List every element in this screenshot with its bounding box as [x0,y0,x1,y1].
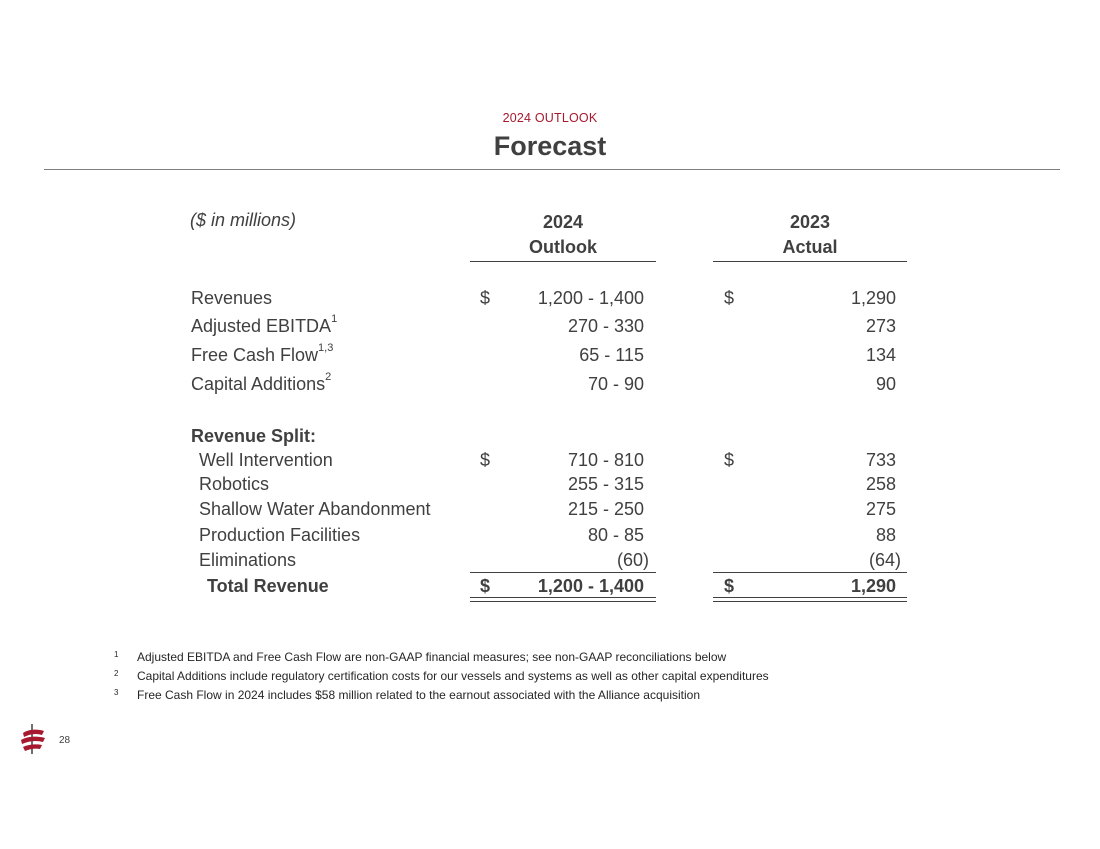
outlook-value: 215 - 250 [567,499,644,519]
helix-logo-icon [20,724,46,754]
column-header-caption: Outlook [529,237,597,257]
footnotes [114,648,769,705]
outlook-value: 1,200 - 1,400 [537,576,644,596]
actual-value: 258 [865,474,896,494]
table-row-eliminations [0,550,1100,574]
actual-value: (64) [868,550,901,570]
row-label: Capital Additions$^2$ [191,371,332,394]
actual-dollar-sign: $ [724,576,735,596]
table-row-adjusted-ebitda [0,313,1100,340]
footnote-text: Free Cash Flow in 2024 includes $58 million related to the earnout associated with the Alliance acquisition [137,688,700,702]
page-title: Forecast [493,131,607,161]
column-header-2024-outlook [470,210,656,262]
table-row-capital-additions [0,371,1100,398]
footnote-number: 2 [114,669,119,678]
subtotal-underline-actual [713,572,907,573]
outlook-value: 710 - 810 [567,450,644,470]
column-header-year: 2024 [542,212,584,232]
table-row-production-facilities [0,525,1100,549]
outlook-value: 80 - 85 [587,525,644,545]
title-divider [44,169,1060,170]
footnote [114,648,769,667]
row-label: Revenues [191,288,273,308]
actual-value: 1,290 [850,288,896,308]
page-number: 28 [59,735,71,746]
row-label: Free Cash Flow$^{1,3}$ [191,342,334,365]
table-row-robotics [0,474,1100,498]
row-label: Robotics [199,474,270,494]
actual-value: 1,290 [850,576,896,596]
section-heading-revenue-split [0,426,1100,450]
total-double-underline-outlook [470,597,656,602]
actual-value: 273 [865,316,896,336]
outlook-value: 270 - 330 [567,316,644,336]
table-row-well-intervention [0,450,1100,474]
subtotal-underline-outlook [470,572,656,573]
total-double-underline-actual [713,597,907,602]
outlook-dollar-sign: $ [480,288,491,308]
outlook-value: 1,200 - 1,400 [537,288,644,308]
outlook-value: (60) [616,550,649,570]
footnote-ref: 2 [325,371,332,383]
footnote-number: 1 [114,650,119,659]
actual-value: 134 [865,345,896,365]
footnote-text: Capital Additions include regulatory certification costs for our vessels and systems as well as other capital expenditures [137,669,769,683]
outlook-value: 65 - 115 [579,345,644,365]
outlook-value: 255 - 315 [567,474,644,494]
row-label: Adjusted EBITDA$^1$ [191,313,338,336]
footnote-text: Adjusted EBITDA and Free Cash Flow are non-GAAP financial measures; see non-GAAP reconciliations below [137,650,727,664]
column-header-2023-actual [713,210,907,262]
row-label: Shallow Water Abandonment [199,499,431,519]
outlook-dollar-sign: $ [480,450,491,470]
outlook-dollar-sign: $ [480,576,491,596]
row-label: Total Revenue [207,576,329,596]
column-header-caption: Actual [782,237,838,257]
unit-note: ($ in millions) [190,210,297,230]
actual-dollar-sign: $ [724,450,735,470]
actual-value: 733 [865,450,896,470]
row-label: Production Facilities [199,525,361,545]
table-row-shallow-water-abandonment [0,499,1100,523]
row-label: Well Intervention [199,450,333,470]
footnote [114,686,769,705]
actual-value: 90 [875,374,896,394]
outlook-value: 70 - 90 [587,374,644,394]
column-header-year: 2023 [789,212,831,232]
actual-value: 88 [875,525,896,545]
table-row-free-cash-flow [0,342,1100,369]
section-kicker: 2024 OUTLOOK [502,111,598,125]
table-row-revenues [0,288,1100,312]
actual-dollar-sign: $ [724,288,735,308]
actual-value: 275 [865,499,896,519]
footnote-number: 3 [114,688,119,697]
footnote-ref: 1 [331,313,338,325]
row-label: Eliminations [199,550,297,570]
footnote-ref: 1,3 [318,342,334,354]
footnote [114,667,769,686]
section-label: Revenue Split: [191,426,317,446]
